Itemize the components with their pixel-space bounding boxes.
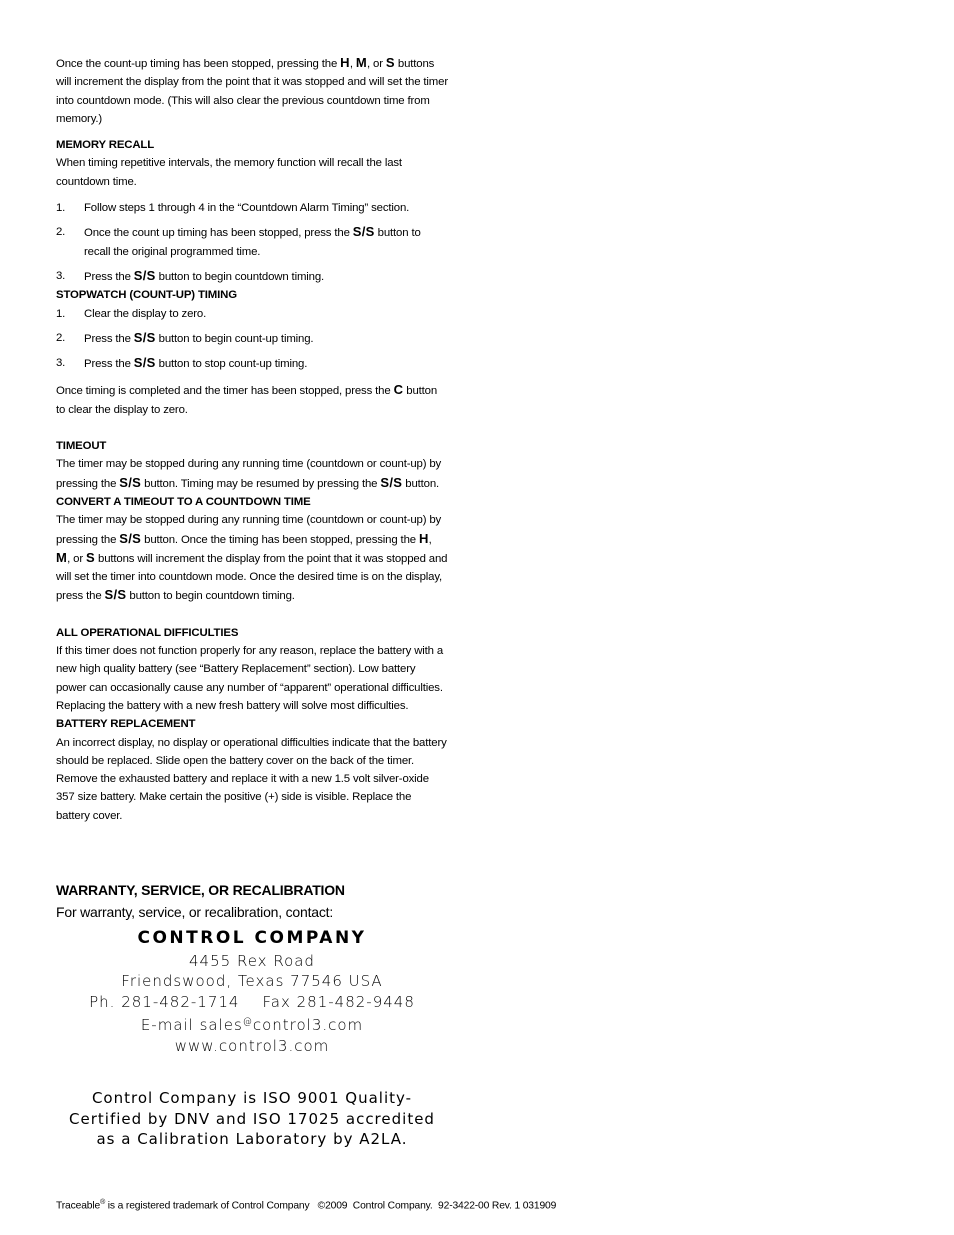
memory-recall-steps: [56, 199, 448, 286]
difficulties-description: If this timer does not function properly for any reason, replace the battery with a new high quality battery (see “Battery Replacement” section). Low battery power can occasionally cause any number of “apparent” operational difficulties. Replacing the battery with a new fresh battery will solve most difficulties.: [56, 645, 444, 712]
intro-paragraph: Once the count-up timing has been stopped, pressing the H, M, or S buttons will increment the display from the point that it was stopped and will set the timer into countdown mode. (This will also clear the previous countdown time from memory.): [56, 55, 448, 125]
ss-button-label: S/S: [352, 224, 375, 240]
s-button-label: S: [385, 55, 395, 70]
instructions-column: [56, 54, 448, 825]
m-button-label: M: [56, 549, 68, 565]
warranty-text: For warranty, service, or recalibration, contact:: [56, 904, 334, 920]
c-button-label: C: [393, 382, 404, 398]
ss-button-label: S/S: [133, 329, 156, 345]
h-button-label: H: [418, 530, 429, 546]
footer-trademark: Traceable® is a registered trademark of Control Company ©2009 Control Company. 92-3422-00 Rev. 1 031909: [56, 1199, 557, 1212]
memory-recall-heading: MEMORY RECALL: [56, 139, 155, 152]
stopwatch-steps: [56, 305, 448, 374]
ss-button-label: S/S: [133, 355, 156, 371]
ss-button-label: S/S: [104, 587, 127, 603]
timeout-heading: TIMEOUT: [56, 440, 107, 453]
convert-timeout-heading: CONVERT A TIMEOUT TO A COUNTDOWN TIME: [56, 495, 311, 508]
list-item: 1. Clear the display to zero.: [56, 307, 207, 320]
list-item: 2. Press the S/S button to begin count-up timing.: [56, 329, 314, 345]
battery-heading: BATTERY REPLACEMENT: [56, 718, 196, 731]
battery-description: An incorrect display, no display or operational difficulties indicate that the battery should be replaced. Slide open the battery cover on the back of the timer. Remove the exhausted battery and replace it with a new 1.5 volt silver-oxide 357 size battery. Make certain the positive (+) side is visible. Replace the battery cover.: [56, 736, 447, 822]
company-name: CONTROL COMPANY: [137, 928, 367, 948]
list-item: 3. Press the S/S button to begin countdown timing.: [56, 267, 325, 283]
ss-button-label: S/S: [119, 474, 142, 490]
memory-recall-description: When timing repetitive intervals, the memory function will recall the last countdown time.: [56, 157, 402, 188]
warranty-section: [56, 880, 476, 922]
company-contact-block: [56, 928, 448, 1057]
difficulties-heading: ALL OPERATIONAL DIFFICULTIES: [56, 626, 239, 639]
convert-timeout-description: The timer may be stopped during any running time (countdown or count-up) by pressing the S/S button. Once the timing has been stopped, pressing the H, M, or S buttons will increment the display from the point that it was stopped and will set the timer into countdown mode. Once the desired time is on the display, press the S/S button to begin countdown timing.: [56, 514, 448, 603]
ss-button-label: S/S: [380, 474, 403, 490]
timeout-description: The timer may be stopped during any running time (countdown or count-up) by pressing the S/S button. Timing may be resumed by pressing the S/S button.: [56, 458, 442, 490]
list-item: 2. Once the count up timing has been stopped, press the S/S button to recall the original programmed time.: [56, 224, 421, 258]
ss-button-label: S/S: [133, 267, 156, 283]
list-item: 3. Press the S/S button to stop count-up timing.: [56, 355, 308, 371]
company-phone-fax: Ph. 281-482-1714 Fax 281-482-9448: [89, 992, 415, 1011]
stopwatch-heading: STOPWATCH (COUNT-UP) TIMING: [56, 289, 237, 302]
warranty-heading: WARRANTY, SERVICE, OR RECALIBRATION: [56, 882, 345, 898]
company-website: www.control3.com: [174, 1036, 330, 1055]
company-address-line2: Friendswood, Texas 77546 USA: [121, 972, 383, 991]
iso-certification: Control Company is ISO 9001 Quality- Certified by DNV and ISO 17025 accredited as a Calibration Laboratory by A2LA.: [69, 1089, 435, 1149]
stopwatch-clear-note: Once timing is completed and the timer has been stopped, press the C button to clear the display to zero.: [56, 382, 438, 416]
ss-button-label: S/S: [119, 530, 142, 546]
company-email: E-mail sales@control3.com: [140, 1016, 364, 1035]
m-button-label: M: [355, 55, 368, 70]
s-button-label: S: [86, 549, 95, 565]
h-button-label: H: [340, 55, 350, 70]
list-item: 1. Follow steps 1 through 4 in the “Countdown Alarm Timing” section.: [56, 202, 410, 215]
company-address-line1: 4455 Rex Road: [189, 951, 315, 970]
